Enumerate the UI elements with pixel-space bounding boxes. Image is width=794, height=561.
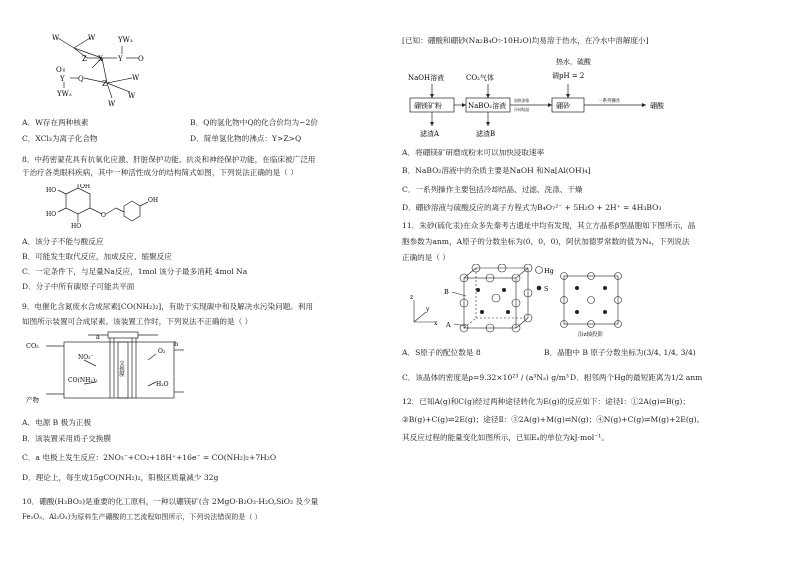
q12-stem-line3: 其反应过程的能量变化如图所示，已知Eₐ的单位为kJ·mol⁻¹。 bbox=[402, 433, 609, 442]
label-boric-acid: 硼酸 bbox=[650, 102, 664, 110]
q8-option-a[interactable]: A．该分子不能与酸反应 bbox=[22, 237, 104, 246]
label-co2: CO₂ bbox=[26, 342, 39, 350]
label-atom-a: A bbox=[446, 321, 451, 329]
atom-yw3: YW₃ bbox=[57, 90, 72, 98]
label-a: a bbox=[96, 333, 100, 341]
q9-stem-line2: 如图所示装置可合成尿素。该装置工作时，下列说法不正确的是（ ） bbox=[22, 317, 253, 326]
q10-process-flowchart bbox=[406, 54, 706, 144]
q7-structure-diagram bbox=[42, 28, 162, 108]
q7-option-c[interactable]: C．XCl₃为离子化合物 bbox=[22, 134, 98, 143]
right-column bbox=[402, 0, 774, 561]
q11-crystal-cell-diagram bbox=[404, 264, 654, 340]
q12-stem-line2: ②B(g)+C(g)⇌2E(g)；途径Ⅱ：③2A(g)+M(g)⇌N(g)；④N(g)+C(g)⇌M(g)+2E(g)。 bbox=[402, 415, 705, 424]
q9-option-a[interactable]: A．电源 B 极为正极 bbox=[22, 418, 92, 427]
q9-option-d[interactable]: D．理论上，每生成15gCO(NH₂)₂，阳极区质量减少 32g bbox=[22, 473, 219, 482]
left-column bbox=[22, 0, 394, 561]
q9-electrolysis-diagram bbox=[24, 330, 194, 406]
q8-stem-line1: 8．中药密蒙花具有抗氧化应激、肝脏保护功能、抗炎和神经保护功能，在临床被广泛用 bbox=[22, 155, 316, 164]
label-b: b bbox=[174, 340, 179, 348]
atom-z: Z bbox=[82, 55, 87, 63]
atom-o: O bbox=[138, 55, 144, 63]
q10-option-b[interactable]: B．NaBO₂溶液中的杂质主要是NaOH 和Na[Al(OH)₄] bbox=[402, 166, 591, 175]
q10-stem-line2: Fe₂O₃、Al₂O₃)为原料生产硼酸的工艺流程如图所示，下列说法错误的是（ ） bbox=[22, 513, 262, 521]
arrow-op-series: 一系列操作 bbox=[598, 99, 621, 104]
label-projection: 沿z轴投影 bbox=[578, 332, 603, 338]
atom-w: W bbox=[88, 34, 96, 42]
label-co2-gas: CO₂气体 bbox=[466, 74, 494, 82]
atom-z: Z bbox=[102, 80, 107, 88]
q8-option-d[interactable]: D．分子中所有碳原子可能共平面 bbox=[22, 282, 135, 291]
label-no3: NO₃⁻ bbox=[78, 354, 94, 361]
q7-option-b[interactable]: B．Q的氢化物中Q的化合价均为−2价 bbox=[190, 118, 318, 127]
label-h2o: H₂O bbox=[156, 381, 169, 388]
q11-stem-line2: 胞参数为anm，A原子的分数坐标为(0，0，0)，阿伏加德罗常数的值为Nₐ，下列说法 bbox=[402, 237, 690, 246]
q11-option-a[interactable]: A．S原子的配位数是 8 bbox=[402, 348, 481, 357]
q7-option-a[interactable]: A．W存在两种核素 bbox=[22, 118, 89, 127]
q7-option-d[interactable]: D．简单氢化物的沸点：Y>Z>Q bbox=[190, 134, 302, 143]
axis-z: z bbox=[410, 294, 414, 301]
q11-stem-line3: 正确的是（ ） bbox=[402, 253, 450, 262]
q11-option-d[interactable]: D．相邻两个Hg的最短距离为1/2 anm bbox=[570, 373, 703, 382]
atom-w: W bbox=[128, 92, 136, 100]
q9-option-b[interactable]: B．该装置采用质子交换膜 bbox=[22, 434, 112, 443]
q8-option-c[interactable]: C．一定条件下，与足量Na反应，1mol 该分子最多消耗 4mol Na bbox=[22, 267, 248, 276]
atom-y: Y bbox=[118, 55, 123, 63]
label-ho: HO bbox=[46, 187, 57, 194]
box-nabo2: NaBO₂溶液 bbox=[468, 102, 507, 110]
q10-known-note: [已知：硼酸和硼砂(Na₂B₄O₇·10H₂O)均易溶于热水，在冷水中溶解度小] bbox=[402, 36, 649, 45]
label-ho: HO bbox=[71, 223, 82, 230]
label-o: O bbox=[101, 212, 106, 219]
q10-option-d[interactable]: D．硼砂溶液与硫酸反应的离子方程式为B₄O₇²⁻ + 5H₂O + 2H⁺ = 4H₃BO₃ bbox=[402, 203, 662, 212]
atom-o: O bbox=[56, 66, 62, 74]
label-urea: CO(NH₂)₂ bbox=[68, 377, 98, 384]
atom-x: X bbox=[98, 55, 103, 63]
arrow-op-cool: 冷却结晶 bbox=[514, 107, 530, 112]
q11-stem-line1: 11．朱砂(硫化汞)在众多先秦考古遗址中均有发现，其立方晶系β型晶胞如下图所示，晶 bbox=[402, 221, 696, 230]
axis-x: x bbox=[434, 320, 438, 327]
label-o2: O₂ bbox=[158, 348, 166, 355]
label-product: 产物 bbox=[26, 396, 39, 404]
box-borax: 硼砂 bbox=[556, 102, 570, 110]
atom-w: W bbox=[132, 74, 140, 82]
q10-option-c[interactable]: C．一系列操作主要包括冷却结晶、过滤、洗涤、干燥 bbox=[402, 185, 583, 194]
label-s: S bbox=[544, 285, 549, 293]
atom-y: Y bbox=[60, 75, 65, 83]
q8-option-b[interactable]: B．可能发生取代反应，加成反应、缩聚反应 bbox=[22, 252, 172, 261]
q10-option-a[interactable]: A．将硼镁矿研磨成粉末可以加快浸取速率 bbox=[402, 148, 545, 157]
q9-stem-line1: 9．电催化含氮废水合成尿素[CO(NH₂)₂]，有助于实现碳中和及解决水污染问题。利用 bbox=[22, 302, 314, 311]
axis-y: y bbox=[426, 306, 430, 313]
q11-option-b[interactable]: B．晶胞中 B 原子分数坐标为(3/4, 1/4, 3/4) bbox=[544, 348, 696, 357]
label-residue-b: 滤渣B bbox=[476, 130, 496, 138]
q9-option-c[interactable]: C．a 电极上发生反应：2NO₃⁻+CO₂+18H⁺+16e⁻ = CO(NH₂)₂+7H₂O bbox=[22, 453, 277, 462]
label-hot-water-acid: 热水，硫酸 bbox=[556, 58, 591, 66]
atom-yw3: YW₃ bbox=[118, 36, 133, 44]
atom-w: W bbox=[108, 100, 116, 108]
label-oh: OH bbox=[80, 184, 91, 190]
label-residue-a: 滤渣A bbox=[420, 130, 440, 138]
atom-q: Q bbox=[78, 75, 84, 83]
q8-structure-diagram bbox=[44, 184, 162, 230]
q11-option-c[interactable]: C．该晶体的密度是ρ=9.32×10²³ / (a³Nₐ) g/m³ bbox=[402, 373, 569, 382]
q10-stem-line1: 10．硼酸(H₃BO₃)是重要的化工原料，一种以硼镁矿(含 2MgO·B₂O₃·H₂O,SiO₂ 及少量 bbox=[22, 497, 319, 506]
q12-stem-line1: 12．已知A(g)和C(g)经过两种途径转化为E(g)的反应如下：途径Ⅰ：①2A(g)⇌B(g)； bbox=[402, 397, 690, 406]
label-ho: HO bbox=[46, 211, 57, 218]
atom-w: W bbox=[52, 34, 60, 42]
box-ore-powder: 硼镁矿粉 bbox=[414, 102, 442, 110]
q8-stem-line2: 于治疗各类眼科疾病，其中一种活性成分的结构简式如图，下列说法正确的是（ ） bbox=[22, 168, 298, 177]
label-adjust-ph: 调pH = 2 bbox=[552, 72, 585, 80]
label-oh: OH bbox=[148, 197, 159, 204]
label-naoh: NaOH溶液 bbox=[408, 74, 445, 82]
label-membrane: 交换膜 bbox=[118, 360, 124, 377]
label-atom-b: B bbox=[444, 288, 449, 296]
arrow-op-heat: 加热浓缩 bbox=[514, 98, 530, 103]
label-hg: Hg bbox=[544, 267, 554, 275]
